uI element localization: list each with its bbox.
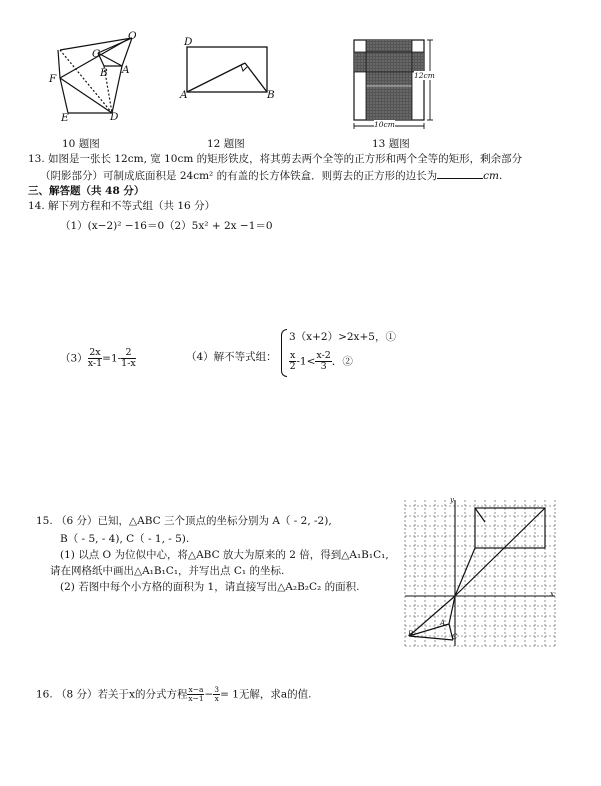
q15-line4: 请在网格纸中画出△A₁B₁C₁，并写出点 C₁ 的坐标.: [50, 565, 285, 577]
q15-label-B: B: [408, 630, 414, 638]
q14-part4-mid: -1<: [296, 355, 316, 368]
fig10-label-C: C: [92, 48, 101, 60]
q15-line3: (1) 以点 O 为位似中心，将△ABC 放大为原来的 2 倍，得到△A₁B₁C₁,: [60, 549, 389, 561]
q16-prefix: 16. （8 分）若关于x的分式方程: [36, 688, 188, 701]
q14-part4-line2: [289, 351, 353, 372]
q14-part3-mid: =1-: [102, 352, 122, 365]
q15-line5: (2) 若图中每个小方格的面积为 1，请直接写出△A₂B₂C₂ 的面积.: [60, 581, 360, 593]
q13-unit: cm.: [483, 170, 503, 182]
fig13-height-label: 12cm: [414, 71, 435, 80]
fig12-label-B: B: [267, 89, 275, 101]
q16-mid: −: [204, 688, 214, 701]
fig10-label-B: B: [100, 67, 108, 79]
q14-part1: （1）(x−2)² −16＝0: [60, 220, 165, 232]
fig12-label-D: D: [184, 36, 193, 48]
fig10-caption: 10 题图: [62, 138, 100, 150]
fig12-caption: 12 题图: [207, 138, 245, 150]
q14-part3-label: （3）: [60, 352, 88, 365]
q15-label-A: A: [440, 619, 446, 627]
q14-part3: [60, 348, 136, 369]
q13-line1: 13. 如图是一张长 12cm, 宽 10cm 的矩形铁皮，将其剪去两个全等的正方形和两个全等的矩形，剩余部分: [28, 153, 523, 165]
q16-suffix: = 1无解，求a的值.: [220, 688, 312, 701]
figure-13: [352, 36, 442, 136]
q14-part4-brace: [281, 329, 287, 377]
q14-part4-tail: ．②: [331, 355, 353, 368]
q15-axis-x: x: [550, 590, 554, 598]
fig12-label-A: A: [180, 89, 188, 101]
q16-frac2: $\frac{3}{x}$: [214, 685, 220, 703]
q13-line2: （阴影部分）可制成底面积是 24cm² 的有盖的长方体铁盒．则剪去的正方形的边长为: [40, 170, 438, 182]
figure-10: [40, 30, 150, 125]
q14-part2: （2）5x² + 2x −1＝0: [164, 220, 273, 232]
q15-line2: B（ - 5, - 4), C（ - 1, - 5).: [60, 533, 190, 545]
q13-line2-wrap: [40, 169, 502, 183]
q15-axis-y: y: [450, 496, 454, 504]
q14-part3-frac2: $\frac{2}{1-x}$: [121, 347, 136, 369]
figure-12: [185, 45, 275, 105]
q14-title: 14. 解下列方程和不等式组（共 16 分）: [28, 200, 216, 212]
fig13-caption: 13 题图: [372, 138, 410, 150]
q14-part4-frac2: $\frac{x-2}{3}$: [316, 350, 331, 372]
q14-part4-label: （4）解不等式组：: [186, 351, 277, 363]
q14-part4-frac1: $\frac{x}{2}$: [289, 350, 296, 372]
fig10-label-D: D: [110, 111, 119, 123]
fig10-label-F: F: [49, 73, 57, 85]
fig13-width-label: 10cm: [374, 120, 395, 129]
q14-part3-frac1: $\frac{2x}{x-1}$: [87, 347, 103, 369]
q16-line: [36, 686, 312, 703]
q13-answer-blank[interactable]: [437, 169, 483, 179]
q14-part4-line1: 3（x+2）>2x+5，①: [289, 331, 396, 343]
q15-line1: 15. （6 分）已知，△ABC 三个顶点的坐标分别为 A（ - 2, -2),: [36, 515, 332, 527]
q15-grid: [405, 500, 557, 648]
fig10-label-O: O: [128, 30, 137, 42]
fig10-label-E: E: [61, 112, 69, 124]
fig10-label-A: A: [122, 64, 130, 76]
q15-label-C: C: [452, 633, 458, 641]
section3-title: 三、解答题（共 48 分）: [28, 185, 145, 197]
q16-frac1: $\frac{x-a}{x-1}$: [188, 685, 204, 703]
